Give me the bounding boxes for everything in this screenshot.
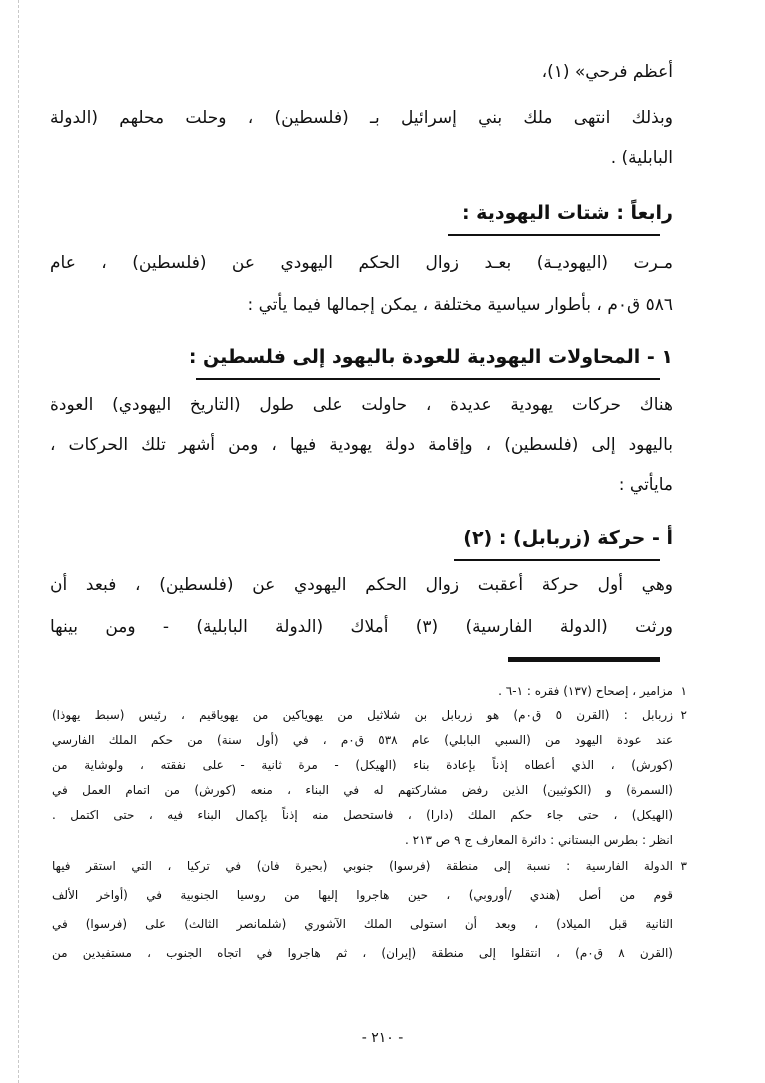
body-line: باليهود إلى (فلسطين) ، وإقامة دولة يهودية فيها ، ومن أشهر تلك الحركات ، <box>50 435 673 455</box>
footnote-separator <box>508 657 660 662</box>
footnote-number: ٣ <box>680 859 687 873</box>
footnote-line: (القرن ٨ ق٠م) ، انتقلوا إلى منطقة (إيران) ، ثم هاجروا في اتجاه الجنوب ، مستفيدين من <box>52 946 673 960</box>
heading-underline <box>454 559 660 561</box>
footnote-line: عند عودة اليهود من (السبي البابلي) عام ٥٣٨ ق٠م ، في (أول سنة) من حكم الملك الفارسي <box>52 733 673 747</box>
body-line: هناك حركات يهودية عديدة ، حاولت على طول (التاريخ اليهودي) العودة <box>50 395 673 415</box>
scan-fold-line <box>18 0 19 1083</box>
footnote-line: زربابل : (القرن ٥ ق٠م) هو زربابل بن شلاثيل من يهوياكين من يهوياقيم ، رئيس (سبط يهوذا) <box>52 708 673 722</box>
footnote-number: ٢ <box>680 708 687 722</box>
subsection-heading: ١ - المحاولات اليهودية للعودة باليهود إلى فلسطين : <box>188 346 673 368</box>
body-line: وبذلك انتهى ملك بني إسرائيل بـ (فلسطين) ، وحلت محلهم (الدولة <box>50 108 673 128</box>
footnote-line: (السمرة) و (الكوثيين) الذين رفض مشاركتهم له في البناء ، منعه (كورش) من اتمام العمل في <box>52 783 673 797</box>
footnote-line: الدولة الفارسية : نسبة إلى منطقة (فرسوا) جنوبي (بحيرة فان) في تركيا ، التي استقر فيها <box>52 859 673 873</box>
footnote-line: قوم من أصل (هندي /أوروبي) ، حين هاجروا إليها من روسيا الجنوبية في (أواخر الألف <box>52 888 673 902</box>
footnote-line: الثانية قبل الميلاد) ، وبعد أن استولى الملك الآشوري (شلمانصر الثالث) على (فرسوا) في <box>52 917 673 931</box>
body-line: مـرت (اليهوديـة) بعـد زوال الحكم اليهودي عن (فلسطين) ، عام <box>50 253 673 273</box>
footnote-line: (الهيكل) ، حتى جاء حكم الملك (دارا) ، فاستحصل منه إذناً بإكمال البناء فيه ، حتى اكتمل . <box>52 808 673 822</box>
footnote-number: ١ <box>680 684 687 698</box>
footnote-line: (كورش) ، الذي أعطاه إذناً بإعادة بناء (الهيكل) - مرة ثانية - على نفقته ، ولوشاية من <box>52 758 673 772</box>
page-number: - ٢١٠ - <box>361 1030 404 1046</box>
section-heading: رابعاً : شتات اليهودية : <box>461 202 673 224</box>
body-line: ورثت (الدولة الفارسية) (٣) أملاك (الدولة البابلية) - ومن بينها <box>50 617 673 637</box>
heading-underline <box>448 234 660 236</box>
body-line: أعظم فرحي» (١)، <box>541 62 673 82</box>
footnote-line: مزامير ، إصحاح (١٣٧) فقره : ١-٦ . <box>498 684 673 698</box>
heading-underline <box>196 378 660 380</box>
body-line: البابلية) . <box>610 148 673 168</box>
footnote-line: انظر : بطرس البستاني : دائرة المعارف ج ٩ ص ٢١٣ . <box>405 833 673 847</box>
subsection-heading: أ - حركة (زربابل) : (٢) <box>463 527 673 549</box>
body-line: ٥٨٦ ق٠م ، بأطوار سياسية مختلفة ، يمكن إجمالها فيما يأتي : <box>247 295 673 315</box>
body-line: وهي أول حركة أعقبت زوال الحكم اليهودي عن (فلسطين) ، فبعد أن <box>50 575 673 595</box>
body-line: مايأتي : <box>618 475 673 495</box>
